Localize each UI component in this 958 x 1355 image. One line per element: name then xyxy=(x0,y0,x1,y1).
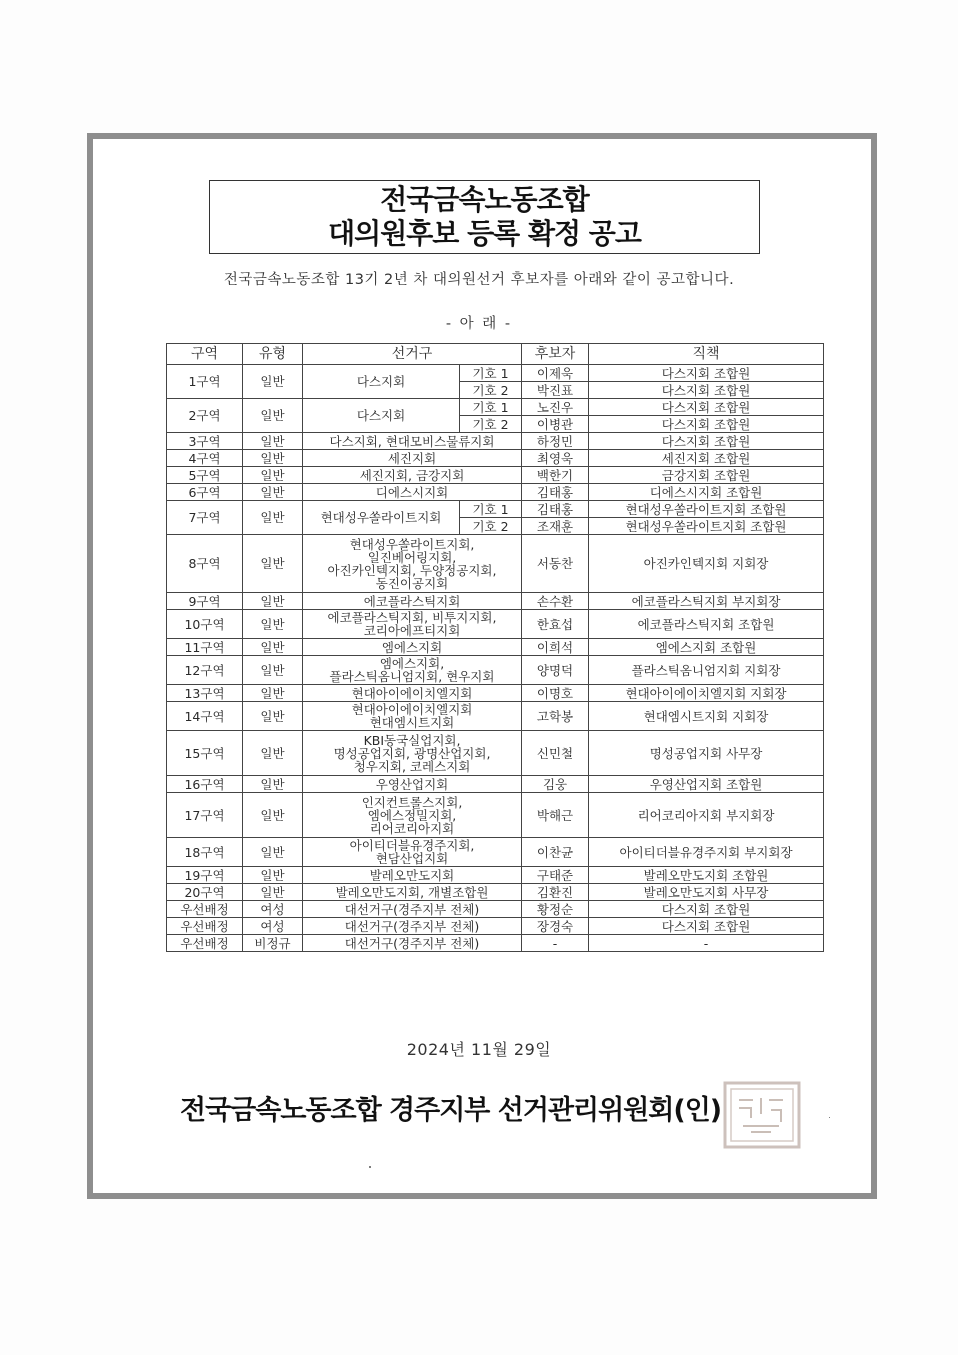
candidate-cell: 신민철 xyxy=(522,731,589,776)
type-cell: 일반 xyxy=(243,450,303,467)
ballot-number-cell: 기호 2 xyxy=(460,382,522,399)
position-cell: 명성공업지회 사무장 xyxy=(589,731,824,776)
position-cell: 다스지회 조합원 xyxy=(589,416,824,433)
district-line: 엠에스정밀지회, xyxy=(367,807,457,823)
zone-cell: 5구역 xyxy=(167,467,243,484)
position-cell: 다스지회 조합원 xyxy=(589,901,824,918)
zone-cell: 1구역 xyxy=(167,365,243,399)
header-zone: 구역 xyxy=(167,344,243,365)
candidate-cell: 김환진 xyxy=(522,884,589,901)
zone-cell: 3구역 xyxy=(167,433,243,450)
zone-cell: 우선배정 xyxy=(167,935,243,952)
type-cell: 일반 xyxy=(243,501,303,535)
position-cell: 리어코리아지회 부지회장 xyxy=(589,793,824,838)
candidate-cell: - xyxy=(522,935,589,952)
candidate-table xyxy=(166,343,824,952)
position-cell: 에코플라스틱지회 부지회장 xyxy=(589,593,824,610)
candidate-cell: 김웅 xyxy=(522,776,589,793)
type-cell: 일반 xyxy=(243,467,303,484)
type-cell: 일반 xyxy=(243,593,303,610)
zone-cell: 16구역 xyxy=(167,776,243,793)
candidate-cell: 이명호 xyxy=(522,685,589,702)
district-line: 코리아에프티지회 xyxy=(363,623,461,638)
zone-cell: 10구역 xyxy=(167,610,243,639)
type-cell: 비정규 xyxy=(243,935,303,952)
zone-cell: 13구역 xyxy=(167,685,243,702)
header-candidate: 후보자 xyxy=(522,344,589,365)
candidate-cell: 이제욱 xyxy=(522,365,589,382)
table-row xyxy=(167,838,824,867)
district-cell xyxy=(303,535,522,593)
candidate-cell: 구태준 xyxy=(522,867,589,884)
position-cell: 엠에스지회 조합원 xyxy=(589,639,824,656)
zone-cell: 18구역 xyxy=(167,838,243,867)
district-line: 아진카인텍지회, 두양정공지회, xyxy=(327,562,497,578)
position-cell: 현대성우쏠라이트지회 조합원 xyxy=(589,518,824,535)
candidate-cell: 조재훈 xyxy=(522,518,589,535)
district-cell: 다스지회, 현대모비스물류지회 xyxy=(303,433,522,450)
table-row xyxy=(167,433,824,450)
zone-cell: 15구역 xyxy=(167,731,243,776)
table-body xyxy=(167,365,824,952)
district-cell: 세진지회, 금강지회 xyxy=(303,467,522,484)
candidate-cell: 최영욱 xyxy=(522,450,589,467)
district-line: 엠에스지회, xyxy=(379,656,445,671)
table-row xyxy=(167,399,824,416)
position-cell: 금강지회 조합원 xyxy=(589,467,824,484)
zone-cell: 11구역 xyxy=(167,639,243,656)
type-cell: 일반 xyxy=(243,639,303,656)
table-row xyxy=(167,935,824,952)
table-row xyxy=(167,685,824,702)
intro-text: 전국금속노동조합 13기 2년 차 대의원선거 후보자를 아래와 같이 공고합니다. xyxy=(223,272,735,288)
table-row xyxy=(167,365,824,382)
speck-mark xyxy=(829,1117,830,1118)
notice-date: 2024년 11월 29일 xyxy=(406,1040,552,1059)
type-cell: 여성 xyxy=(243,901,303,918)
position-cell: 디에스시지회 조합원 xyxy=(589,484,824,501)
position-cell: 현대엠시트지회 지회장 xyxy=(589,702,824,731)
table-row xyxy=(167,535,824,593)
district-cell: 현대아이에이치엘지회 xyxy=(303,685,522,702)
position-cell: 세진지회 조합원 xyxy=(589,450,824,467)
table-row xyxy=(167,884,824,901)
position-cell: 에코플라스틱지회 조합원 xyxy=(589,610,824,639)
position-cell: 우영산업지회 조합원 xyxy=(589,776,824,793)
table-header-row xyxy=(167,344,824,365)
zone-cell: 20구역 xyxy=(167,884,243,901)
zone-cell: 8구역 xyxy=(167,535,243,593)
table-row xyxy=(167,656,824,685)
table-row xyxy=(167,610,824,639)
type-cell: 일반 xyxy=(243,838,303,867)
ballot-number-cell: 기호 2 xyxy=(460,416,522,433)
zone-cell: 2구역 xyxy=(167,399,243,433)
type-cell: 일반 xyxy=(243,433,303,450)
candidate-cell: 김태홍 xyxy=(522,484,589,501)
district-line: 리어코리아지회 xyxy=(369,820,455,836)
candidate-cell: 황정순 xyxy=(522,901,589,918)
candidate-cell: 백한기 xyxy=(522,467,589,484)
type-cell: 일반 xyxy=(243,702,303,731)
table-row xyxy=(167,793,824,838)
district-cell xyxy=(303,793,522,838)
district-cell: 엠에스지회 xyxy=(303,639,522,656)
type-cell: 일반 xyxy=(243,484,303,501)
table-row xyxy=(167,918,824,935)
district-cell: 발레오만도지회, 개별조합원 xyxy=(303,884,522,901)
type-cell: 일반 xyxy=(243,867,303,884)
district-line: 에코플라스틱지회, 비투지지회, xyxy=(327,610,497,625)
district-cell xyxy=(303,702,522,731)
ballot-number-cell: 기호 1 xyxy=(460,399,522,416)
table-row xyxy=(167,501,824,518)
type-cell: 일반 xyxy=(243,776,303,793)
district-line: 플라스틱옴니엄지회, 현우지회 xyxy=(329,669,495,684)
district-line: 인지컨트롤스지회, xyxy=(361,794,463,810)
header-position: 직책 xyxy=(589,344,824,365)
district-line: 현담산업지회 xyxy=(375,851,449,866)
ballot-number-cell: 기호 2 xyxy=(460,518,522,535)
official-seal-icon xyxy=(721,1080,803,1150)
type-cell: 일반 xyxy=(243,399,303,433)
table-row xyxy=(167,467,824,484)
district-cell: 대선거구(경주지부 전체) xyxy=(303,935,522,952)
candidate-cell: 노진우 xyxy=(522,399,589,416)
are-label: - 아 래 - xyxy=(445,316,513,332)
position-cell: 발레오만도지회 조합원 xyxy=(589,867,824,884)
candidate-cell: 이병관 xyxy=(522,416,589,433)
zone-cell: 9구역 xyxy=(167,593,243,610)
district-cell xyxy=(303,656,522,685)
title-line-1: 전국금속노동조합 xyxy=(380,183,589,216)
candidate-cell: 박해근 xyxy=(522,793,589,838)
zone-cell: 12구역 xyxy=(167,656,243,685)
zone-cell: 19구역 xyxy=(167,867,243,884)
district-cell: 우영산업지회 xyxy=(303,776,522,793)
type-cell: 여성 xyxy=(243,918,303,935)
table-row xyxy=(167,731,824,776)
position-cell: 다스지회 조합원 xyxy=(589,918,824,935)
candidate-cell: 이찬균 xyxy=(522,838,589,867)
district-line: 현대아이에이치엘지회 xyxy=(351,702,473,717)
type-cell: 일반 xyxy=(243,731,303,776)
candidate-cell: 장경숙 xyxy=(522,918,589,935)
type-cell: 일반 xyxy=(243,610,303,639)
district-line: 동진이공지회 xyxy=(375,575,449,591)
header-type: 유형 xyxy=(243,344,303,365)
district-cell: 다스지회 xyxy=(303,365,460,399)
district-line: KBI동국실업지회, xyxy=(363,732,461,748)
district-line: 명성공업지회, 광명산업지회, xyxy=(333,745,491,761)
table-row xyxy=(167,776,824,793)
district-line: 청우지회, 코레스지회 xyxy=(353,758,471,774)
position-cell: 다스지회 조합원 xyxy=(589,433,824,450)
type-cell: 일반 xyxy=(243,656,303,685)
type-cell: 일반 xyxy=(243,685,303,702)
candidate-cell: 박진표 xyxy=(522,382,589,399)
district-cell: 발레오만도지회 xyxy=(303,867,522,884)
district-line: 아이티더블유경주지회, xyxy=(349,838,475,853)
zone-cell: 4구역 xyxy=(167,450,243,467)
type-cell: 일반 xyxy=(243,793,303,838)
table-row xyxy=(167,450,824,467)
candidate-cell: 한효섭 xyxy=(522,610,589,639)
position-cell: 발레오만도지회 사무장 xyxy=(589,884,824,901)
district-cell xyxy=(303,610,522,639)
table-row xyxy=(167,702,824,731)
position-cell: 다스지회 조합원 xyxy=(589,399,824,416)
position-cell: 아진카인텍지회 지회장 xyxy=(589,535,824,593)
candidate-cell: 양명덕 xyxy=(522,656,589,685)
header-district: 선거구 xyxy=(303,344,522,365)
district-cell: 다스지회 xyxy=(303,399,460,433)
table-row xyxy=(167,867,824,884)
candidate-cell: 손수환 xyxy=(522,593,589,610)
position-cell: 다스지회 조합원 xyxy=(589,382,824,399)
ballot-number-cell: 기호 1 xyxy=(460,365,522,382)
title-line-2: 대의원후보 등록 확정 공고 xyxy=(328,217,641,250)
type-cell: 일반 xyxy=(243,535,303,593)
candidate-cell: 서동찬 xyxy=(522,535,589,593)
district-cell: 현대성우쏠라이트지회 xyxy=(303,501,460,535)
table-row xyxy=(167,593,824,610)
position-cell: 다스지회 조합원 xyxy=(589,365,824,382)
district-cell xyxy=(303,731,522,776)
district-line: 일진베어링지회, xyxy=(367,549,457,565)
type-cell: 일반 xyxy=(243,365,303,399)
district-cell: 세진지회 xyxy=(303,450,522,467)
speck-mark xyxy=(369,1166,371,1168)
table-row xyxy=(167,639,824,656)
district-cell: 디에스시지회 xyxy=(303,484,522,501)
position-cell: - xyxy=(589,935,824,952)
zone-cell: 우선배정 xyxy=(167,901,243,918)
district-cell: 대선거구(경주지부 전체) xyxy=(303,901,522,918)
zone-cell: 17구역 xyxy=(167,793,243,838)
position-cell: 아이티더블유경주지회 부지회장 xyxy=(589,838,824,867)
district-line: 현대성우쏠라이트지회, xyxy=(349,536,475,552)
district-cell xyxy=(303,838,522,867)
zone-cell: 우선배정 xyxy=(167,918,243,935)
table-row xyxy=(167,484,824,501)
position-cell: 플라스틱옴니엄지회 지회장 xyxy=(589,656,824,685)
zone-cell: 7구역 xyxy=(167,501,243,535)
position-cell: 현대아이에이치엘지회 지회장 xyxy=(589,685,824,702)
signature-line: 전국금속노동조합 경주지부 선거관리위원회(인) xyxy=(180,1095,722,1126)
candidate-cell: 김태홍 xyxy=(522,501,589,518)
district-line: 현대엠시트지회 xyxy=(369,715,455,730)
ballot-number-cell: 기호 1 xyxy=(460,501,522,518)
type-cell: 일반 xyxy=(243,884,303,901)
candidate-cell: 하정민 xyxy=(522,433,589,450)
candidate-cell: 고학봉 xyxy=(522,702,589,731)
district-cell: 대선거구(경주지부 전체) xyxy=(303,918,522,935)
table-row xyxy=(167,901,824,918)
zone-cell: 6구역 xyxy=(167,484,243,501)
district-cell: 에코플라스틱지회 xyxy=(303,593,522,610)
candidate-cell: 이희석 xyxy=(522,639,589,656)
zone-cell: 14구역 xyxy=(167,702,243,731)
notice-title-box xyxy=(209,180,760,254)
position-cell: 현대성우쏠라이트지회 조합원 xyxy=(589,501,824,518)
